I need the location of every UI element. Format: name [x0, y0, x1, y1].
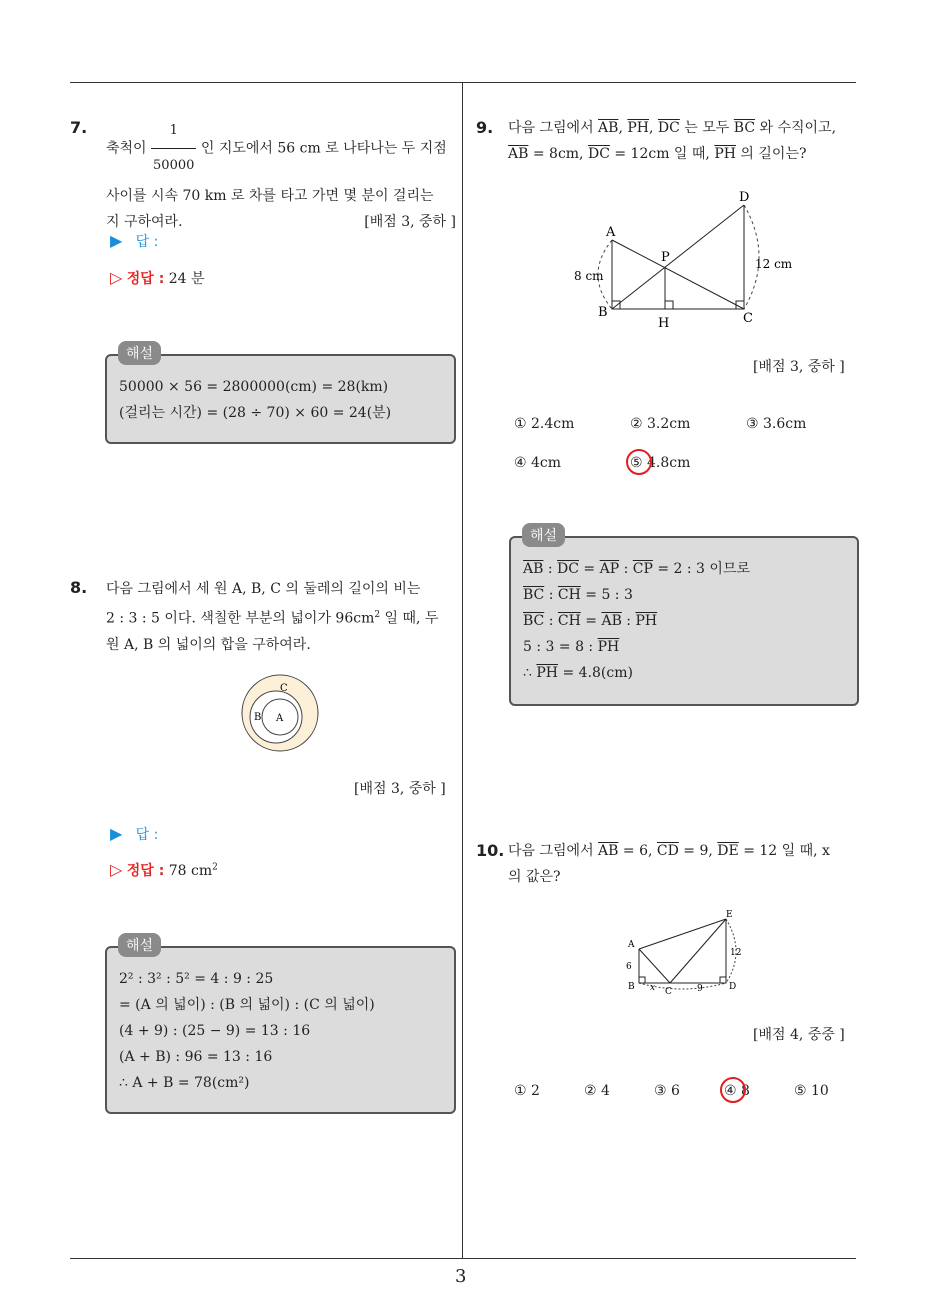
- label-a: A: [606, 225, 616, 240]
- label-12: 12: [730, 948, 742, 958]
- triangle-outline-icon: ▷: [110, 268, 123, 287]
- q7-fraction: $\frac{1}{50000}$: [151, 114, 196, 183]
- q10-correct-mark: [720, 1077, 746, 1103]
- q9-solution-box: $\overline{AB}$ : $\overline{DC} = \overline{AP}$ : $\overline{CP} = 2$ : 3 이므로 $\overline{BC}$ : $\overline{CH} = 5$ : 3 $\overline{BC}$ : $\overline{CH} = \overline{AB}$ : $\overline{PH}$ 5 : 3 = 8 : $\overline{PH}$ ∴ $\overline{PH} = 4.8(cm)$: [509, 536, 859, 706]
- q9-choice-2[interactable]: ② 3.2cm: [630, 416, 691, 432]
- q10-choice-1[interactable]: ① 2: [514, 1083, 540, 1099]
- label-6: 6: [626, 962, 632, 972]
- q7-line1: 축척이 $\frac{1}{50000}$ 인 지도에서 56 cm 로 나타나는 두 지점: [106, 114, 456, 183]
- label-b: B: [628, 982, 635, 992]
- label-a: A: [276, 713, 284, 724]
- q8-correct: ▷ 정답 : 78 $cm^2$: [110, 860, 218, 879]
- q7-score: [배점 3, 중하 ]: [364, 214, 456, 230]
- q9-solution-tag: 해설: [522, 523, 565, 547]
- top-rule: [70, 82, 856, 83]
- q10-choice-4[interactable]: ④ 8: [724, 1083, 750, 1099]
- q9-choice-1[interactable]: ① 2.4cm: [514, 416, 575, 432]
- q10-score: [배점 4, 중중 ]: [753, 1027, 845, 1043]
- q9-figure: [570, 185, 800, 335]
- q9-choice-5[interactable]: ⑤ 4.8cm: [630, 455, 691, 471]
- q8-solution-tag: 해설: [118, 933, 161, 957]
- q9-correct-mark: [626, 449, 652, 475]
- q10-choice-5[interactable]: ⑤ 10: [794, 1083, 829, 1099]
- page-number: 3: [455, 1266, 467, 1287]
- label-9: 9: [697, 984, 703, 994]
- q8-solution-box: 2² : 3² : 5² = 4 : 9 : 25 = (A 의 넓이) : (B 의 넓이) : (C 의 넓이) (4 + 9) : (25 − 9) = 13 : 16 (A + B) : 96 = 13 : 16 ∴ A + B = 78(cm²): [105, 946, 456, 1114]
- q7-answer: ▶ 답 :: [110, 231, 159, 250]
- q9-choice-4[interactable]: ④ 4cm: [514, 455, 562, 471]
- q8-score: [배점 3, 중하 ]: [354, 781, 446, 797]
- q8-answer: ▶ 답 :: [110, 824, 159, 843]
- label-d: D: [729, 982, 737, 992]
- q7-solution-tag: 해설: [118, 341, 161, 365]
- label-h: H: [658, 316, 670, 331]
- play-icon: ▶: [110, 231, 123, 250]
- label-b: B: [254, 712, 262, 723]
- label-a: A: [628, 940, 635, 950]
- q7-text: [106, 114, 456, 235]
- q9-score: [배점 3, 중하 ]: [753, 359, 845, 375]
- q10-choice-2[interactable]: ② 4: [584, 1083, 610, 1099]
- q10-figure: [620, 905, 750, 995]
- q8-text: 다음 그림에서 세 원 A, B, C 의 둘레의 길이의 비는 2 : 3 : 5 이다. 색칠한 부분의 넓이가 $96cm^2$ 일 때, 두 원 A, B 의 넓이의 합을 구하여라.: [106, 581, 439, 653]
- label-x: x: [650, 983, 656, 993]
- q10-number: 10.: [476, 841, 505, 860]
- label-8cm: 8 cm: [574, 269, 604, 283]
- q10-text: 다음 그림에서 $\overline{AB} = 6$, $\overline{CD} = 9$, $\overline{DE} = 12$ 일 때, x 의 값은?: [508, 843, 830, 885]
- bottom-rule: [70, 1258, 856, 1259]
- q9-number: 9.: [476, 118, 494, 137]
- q7-line3: 지 구하여라. [배점 3, 중하 ]: [106, 209, 456, 235]
- label-c: C: [665, 987, 672, 995]
- q9-text: 다음 그림에서 $\overline{AB}$, $\overline{PH}$, $\overline{DC}$ 는 모두 $\overline{BC}$ 와 수직이고, $\overline{AB} = 8cm$, $\overline{DC} = 12cm$ 일 때, $\overline{PH}$ 의 길이는?: [508, 120, 837, 162]
- play-icon: ▶: [110, 824, 123, 843]
- q10-choice-3[interactable]: ③ 6: [654, 1083, 680, 1099]
- label-p: P: [661, 250, 670, 265]
- q8-circles-figure: [236, 670, 326, 754]
- label-c: C: [280, 683, 288, 694]
- label-d: D: [739, 190, 750, 205]
- label-12cm: 12 cm: [755, 257, 793, 271]
- q8-number: 8.: [70, 578, 88, 597]
- label-e: E: [726, 910, 733, 920]
- q7-number: 7.: [70, 118, 88, 137]
- label-b: B: [598, 305, 608, 320]
- q7-line2: 사이를 시속 70 km 로 차를 타고 가면 몇 분이 걸리는: [106, 188, 434, 204]
- triangle-outline-icon: ▷: [110, 860, 123, 879]
- label-c: C: [743, 311, 753, 326]
- q7-correct: ▷ 정답 : 24 분: [110, 268, 205, 287]
- column-divider: [462, 83, 463, 1258]
- q7-solution-box: 50000 × 56 = 2800000(cm) = 28(km) (걸리는 시간) = (28 ÷ 70) × 60 = 24(분): [105, 354, 456, 444]
- q9-choice-3[interactable]: ③ 3.6cm: [746, 416, 807, 432]
